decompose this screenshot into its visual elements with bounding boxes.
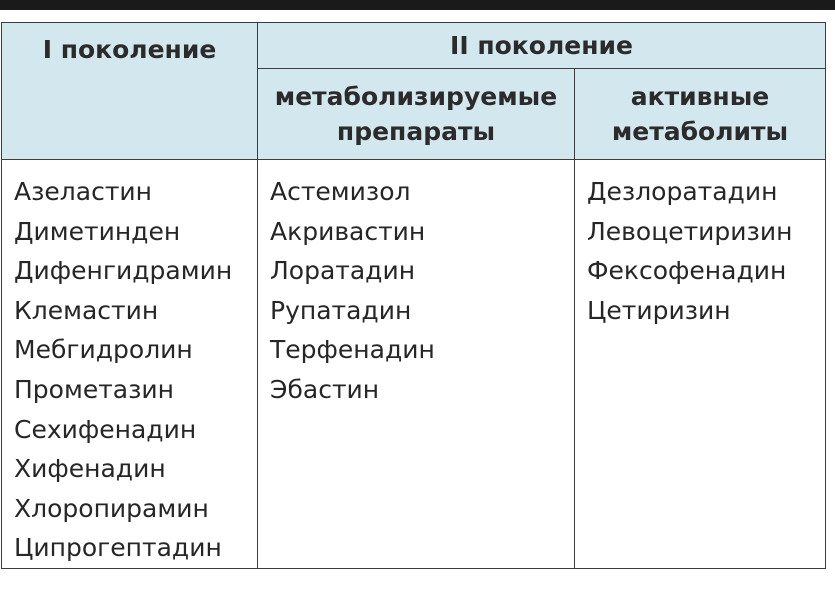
drug-item: Лоратадин — [270, 256, 416, 286]
drug-item: Прометазин — [14, 374, 174, 404]
drug-item: Эбастин — [270, 374, 380, 404]
drug-item: Астемизол — [270, 177, 411, 206]
drug-item: Клемастин — [14, 295, 159, 325]
header-gen1-label: I поколение — [42, 35, 217, 64]
gen2-metabolized-list — [258, 160, 575, 569]
header-gen2-label: II поколение — [450, 31, 633, 60]
drug-item: Азеластин — [14, 177, 152, 206]
drug-item: Левоцетиризин — [587, 216, 793, 246]
drug-item: Ципрогептадин — [14, 533, 222, 563]
gen1-drug-list — [2, 160, 258, 569]
drug-item: Цетиризин — [587, 295, 731, 325]
drug-item: Дифенгидрамин — [14, 256, 233, 286]
drug-item: Дезлоратадин — [587, 177, 778, 206]
gen2-active-metabolites-list — [575, 160, 826, 569]
drug-item: Диметинден — [14, 216, 181, 246]
header-gen1 — [2, 23, 258, 160]
header-gen2 — [258, 23, 826, 69]
header-active-line2: метаболиты — [611, 117, 789, 146]
header-active-metabolites — [575, 69, 826, 160]
drug-item: Терфенадин — [270, 335, 435, 365]
drug-item: Акривастин — [270, 216, 426, 246]
drug-item: Хифенадин — [14, 454, 166, 484]
header-metabolized-line2: препараты — [336, 117, 496, 146]
header-metabolized — [258, 69, 575, 160]
drug-item: Фексофенадин — [587, 256, 787, 286]
antihistamine-table — [1, 22, 826, 569]
header-active-line1: активные — [630, 82, 770, 111]
drug-item: Хлоропирамин — [14, 493, 209, 523]
drug-item: Сехифенадин — [14, 414, 197, 444]
header-metabolized-line1: метаболизируемые — [274, 82, 558, 111]
drug-item: Мебгидролин — [14, 335, 193, 365]
top-dark-bar — [0, 0, 835, 10]
drug-item: Рупатадин — [270, 295, 412, 325]
